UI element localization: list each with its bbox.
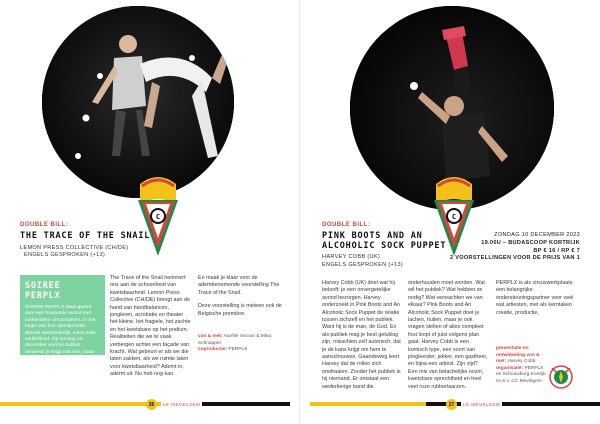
event-price: BP € 16 / RP € 7 xyxy=(533,247,580,254)
left-tag: DOUBLE BILL: xyxy=(20,222,69,228)
right-credits xyxy=(496,346,548,385)
left-title: THE TRACE OF THE SNAIL xyxy=(20,231,151,241)
left-credits xyxy=(198,334,284,354)
left-credit-label-2: coproductie: xyxy=(198,347,228,352)
right-tag: DOUBLE BILL: xyxy=(322,222,371,228)
partner-logo xyxy=(548,364,574,390)
soiree-box xyxy=(20,275,105,368)
soiree-box-text: SOIREE PERPLX staat garant voor een bruisende avond met authentieke circusmakers. In het begin van hun speelperiode. Steeds verwonderlijk, soms zelfs verbluffend. Op zondag 10 december word je dubbel verwend: je krijgt niet één, maar twee twee bijzondere voorstellingen te zien. xyxy=(25,305,96,368)
event-time-venue: 19.00U – BUDASCOOP KORTRIJK xyxy=(481,239,580,246)
right-body-text-2: onderhouden moet worden. Wat wil het publiek? Wat hebben ze nodig? Wat verwachten we van elkaar? Pink Boots and An Alcoholic Sock Puppet doet je lachen, huilen, maar je ook vragen stellen of alles compleet fout loopt of juist volgens plan gaat. Harvey Cobb is een komisch type, een soort van jongleerder, jekker, een gastheer, en bijna een artiest. Zijn vijd? Een mix van belachelijke onzin, kwetsbare oprechtheid en heel veel roze rubberlaarzen. xyxy=(408,280,488,390)
svg-text:C: C xyxy=(155,213,161,221)
left-body-text-2: En maak je klaar voor de adembenemende voorstelling The Trace of the Snail. xyxy=(198,275,280,296)
right-credit-label-1: presentatie en ontwikkeling van & met: xyxy=(496,346,540,364)
left-page-number: 26 xyxy=(146,399,157,410)
right-title-line-2: ALCOHOLIC SOCK PUPPET xyxy=(322,241,447,251)
event-date: ZONDAG 10 DECEMBER 2023 xyxy=(494,232,580,238)
event-info xyxy=(450,232,580,263)
right-body-text-1: Harvey Cobb (UK) doet wat hij belooft: je een onvergetelijke avond bezorgen. Harvey onderzoekt in Pink Boots and An Alcoholic Sock Puppet de relatie tussen zichzelf en het publiek. Want hij is de man, de God. En als publiek mag je best gelukkig zijn, misschien zelf autorisch, dat je de kans krijgt om hem te aanschouwen. Gaandeweg leert Harvey dat de rollen zich omdraaien. Zonder het publiek is hij niemand. Er ontstaat een wederkerige band die xyxy=(322,280,401,390)
right-credit-text-1: Harvey Cobb xyxy=(507,359,536,364)
left-company: LEMON PRESS COLLECTIVE (CH/DE) xyxy=(20,245,129,251)
soiree-box-title: SOIREE PERPLX xyxy=(25,281,61,301)
right-body-column-1 xyxy=(322,280,402,391)
left-credit-text-2: PERPLX xyxy=(228,347,248,352)
circus-badge-icon xyxy=(136,170,180,260)
right-credit-text-2: PERPLX en Schouwburg Kortrijk m.m.v. CC Mevelgem xyxy=(496,365,546,384)
left-folio xyxy=(146,399,202,410)
left-body-text: The Trace of the Snail herinnert ons aan de schoonheid van kwetsbaarheid. Lemon Press Collective (CH/DE) brengt aan de hand van handbalancen, jongleren, acrobatie en theater het kleine, het fragiele, het zachte en het kwetsbare op het podium. Realiteiten die we te vaak verbergen achter een façade van kracht. Wat gebeurt er als we die laten zakken, als we ruimte laten voor kwetsbaarheid? Ademt in, ademt uit. Nu heb nog kan. xyxy=(110,275,191,378)
left-language: ENGELS GESPROKEN (+13) xyxy=(24,252,106,258)
right-folio xyxy=(446,399,502,410)
left-body-text-3: Deze voorstelling is meteen ook de Belgische première. xyxy=(198,303,282,317)
svg-text:C: C xyxy=(451,213,457,221)
left-body-column-2 xyxy=(198,275,284,318)
right-language: ENGELS GESPROKEN (+13) xyxy=(322,262,404,268)
event-offer: 2 VOORSTELLINGEN VOOR DE PRIJS VAN 1 xyxy=(449,255,580,262)
right-body-text-3: PERPLX is als circuswerkplaats een belangrijke ondersteuningspartner voor veel wat artiesten, met als kerntaken creatie, productie, xyxy=(496,280,574,316)
partner-emblem-icon xyxy=(548,364,574,390)
left-body-column-1 xyxy=(110,275,192,379)
right-body-column-3 xyxy=(496,280,582,317)
left-footer-stripe xyxy=(0,402,290,406)
right-page-number: 27 xyxy=(446,399,457,410)
right-body-column-2 xyxy=(408,280,488,391)
circus-logo-left xyxy=(136,170,180,260)
left-page-label: LE MEVELSEM xyxy=(163,402,201,407)
right-company: HARVEY COBB (UK) xyxy=(322,254,381,260)
left-credit-label-1: van & met: xyxy=(198,334,223,339)
right-credit-label-2: organisatie: xyxy=(496,365,524,371)
right-page-label: LE MEVELSEM xyxy=(463,402,501,407)
right-title-line-1: PINK BOOTS AND AN xyxy=(322,231,423,241)
left-credit-text-1: Aurélie Secoor & Mika Schnapper xyxy=(198,334,272,346)
